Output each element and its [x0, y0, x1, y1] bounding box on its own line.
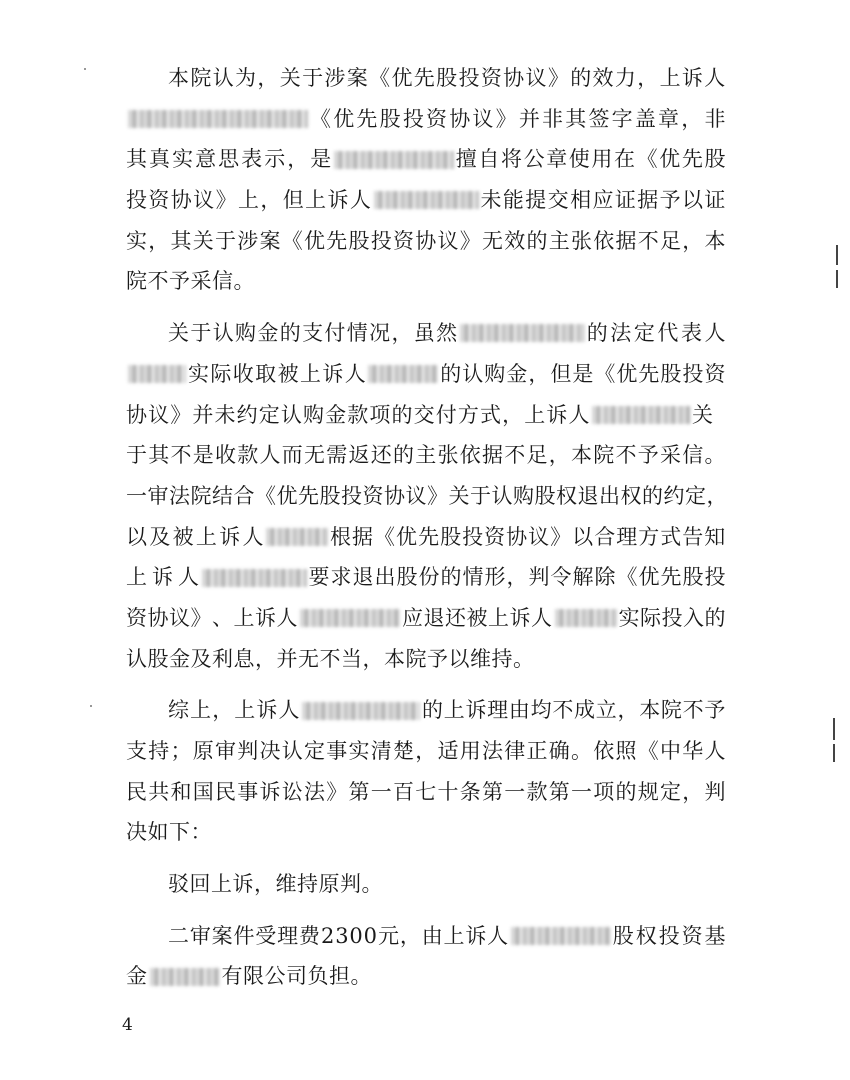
paragraph-gap — [126, 853, 726, 864]
redacted-name — [511, 927, 611, 945]
judgment-body-text — [126, 58, 726, 997]
text-segment: 应 退 还 被 上 诉 人 — [402, 605, 553, 630]
redacted-name — [374, 191, 479, 209]
text-line — [126, 916, 726, 957]
text-line — [126, 956, 726, 997]
redacted-name — [334, 151, 454, 169]
text-segment: 根 据 《 优 先 股 投 资 协 议 》 以 合 理 方 式 告 知 — [330, 524, 726, 549]
text-segment: 本 院 认 为 ， 关 于 涉 案 《 优 先 股 投 资 协 议 》 的 效 力 ， 上 诉 人 — [168, 66, 726, 90]
text-line — [126, 261, 726, 302]
redacted-name — [592, 406, 690, 424]
text-line — [126, 476, 726, 517]
text-segment: 于 其 不 是 收 款 人 而 无 需 返 还 的 主 张 依 据 不 足 ， 本 院 不 予 采 信 。 — [126, 443, 726, 468]
text-line — [126, 313, 726, 354]
text-segment: 认股金及利息，并无不当，本院予以维持。 — [126, 646, 535, 671]
text-segment: 关 — [692, 402, 714, 427]
text-segment: 投 资 协 议 》 上 ， 但 上 诉 人 — [126, 188, 372, 213]
text-segment: 《 优 先 股 投 资 协 议 》 并 非 其 签 字 盖 章 ， 非 — [310, 106, 726, 131]
scan-mark — [833, 718, 835, 740]
text-segment: 金 — [126, 964, 148, 989]
text-segment: 支 持 ； 原 审 判 决 认 定 事 实 清 楚 ， 适 用 法 律 正 确 。 依 照 《 中 华 人 — [126, 739, 726, 763]
text-line — [126, 435, 726, 476]
text-segment: 的 法 定 代 表 人 — [586, 321, 726, 346]
scan-mark — [836, 270, 838, 288]
text-segment: 擅 自 将 公 章 使 用 在 《 优 先 股 — [455, 147, 726, 172]
text-segment: 院不予采信。 — [126, 269, 255, 294]
text-line — [126, 354, 726, 395]
text-segment: 实 际 投 入 的 — [618, 605, 726, 630]
page-number: 4 — [122, 1015, 133, 1035]
text-line — [126, 221, 726, 262]
text-segment: 二 审 案 件 受 理 费 2 3 0 0 元 ， 由 上 诉 人 — [168, 923, 509, 948]
text-segment: 资 协 议 》 、 上 诉 人 — [126, 605, 298, 630]
text-line — [126, 557, 726, 598]
scan-mark — [836, 245, 838, 265]
text-line — [126, 139, 726, 180]
scan-mark — [833, 744, 835, 762]
text-line — [126, 812, 726, 853]
text-line — [126, 864, 726, 905]
text-line — [126, 639, 726, 680]
paragraph-gap — [126, 905, 726, 916]
text-segment: 上 诉 人 — [126, 565, 200, 590]
paragraph-gap — [126, 302, 726, 313]
text-line — [126, 731, 726, 772]
text-segment: 的 上 诉 理 由 均 不 成 立 ， 本 院 不 予 — [422, 698, 726, 723]
text-segment: 其 真 实 意 思 表 示 ， 是 — [126, 147, 332, 172]
scan-speck — [84, 68, 86, 70]
text-line — [126, 395, 726, 436]
redacted-name — [368, 365, 438, 383]
text-segment: 以 及 被 上 诉 人 — [126, 524, 264, 549]
text-segment: 决如下： — [126, 820, 212, 845]
redacted-name — [302, 702, 420, 720]
text-line — [126, 772, 726, 813]
text-line — [126, 180, 726, 221]
text-segment: 的 认 购 金 ， 但 是 《 优 先 股 投 资 — [440, 361, 726, 386]
redacted-name — [266, 528, 328, 546]
text-segment: 民 共 和 国 民 事 诉 讼 法 》 第 一 百 七 十 条 第 一 款 第 一 项 的 规 定 ， 判 — [126, 779, 726, 804]
text-line — [126, 99, 726, 140]
text-segment: 有限公司负担。 — [221, 964, 372, 989]
redacted-name — [460, 324, 585, 342]
redacted-name — [202, 569, 307, 587]
text-segment: 综 上 ， 上 诉 人 — [168, 698, 300, 723]
text-line — [126, 598, 726, 639]
redacted-name — [128, 365, 186, 383]
redacted-name — [150, 968, 220, 986]
scan-speck — [90, 705, 92, 707]
text-line — [126, 58, 726, 99]
text-segment: 未 能 提 交 相 应 证 据 予 以 证 — [480, 188, 726, 213]
text-line — [126, 517, 726, 558]
text-segment: 驳回上诉，维持原判。 — [168, 872, 383, 897]
text-segment: 协 议 》 并 未 约 定 认 购 金 款 项 的 交 付 方 式 ， 上 诉 人 — [126, 402, 590, 427]
redacted-name — [300, 609, 400, 627]
text-segment: 关 于 认 购 金 的 支 付 情 况 ， 虽 然 — [168, 321, 458, 346]
text-segment: 一 审 法 院 结 合 《 优 先 股 投 资 协 议 》 关 于 认 购 股 权 退 出 权 的 约 定 ， — [126, 483, 728, 508]
text-segment: 股 权 投 资 基 — [612, 923, 726, 948]
redacted-name — [555, 609, 617, 627]
text-segment: 实 际 收 取 被 上 诉 人 — [188, 361, 367, 386]
paragraph-gap — [126, 679, 726, 690]
redacted-name — [128, 110, 308, 128]
text-segment: 实 ， 其 关 于 涉 案 《 优 先 股 投 资 协 议 》 无 效 的 主 张 依 据 不 足 ， 本 — [126, 228, 726, 253]
text-line — [126, 690, 726, 731]
text-segment: 要 求 退 出 股 份 的 情 形 ， 判 令 解 除 《 优 先 股 投 — [308, 565, 726, 590]
